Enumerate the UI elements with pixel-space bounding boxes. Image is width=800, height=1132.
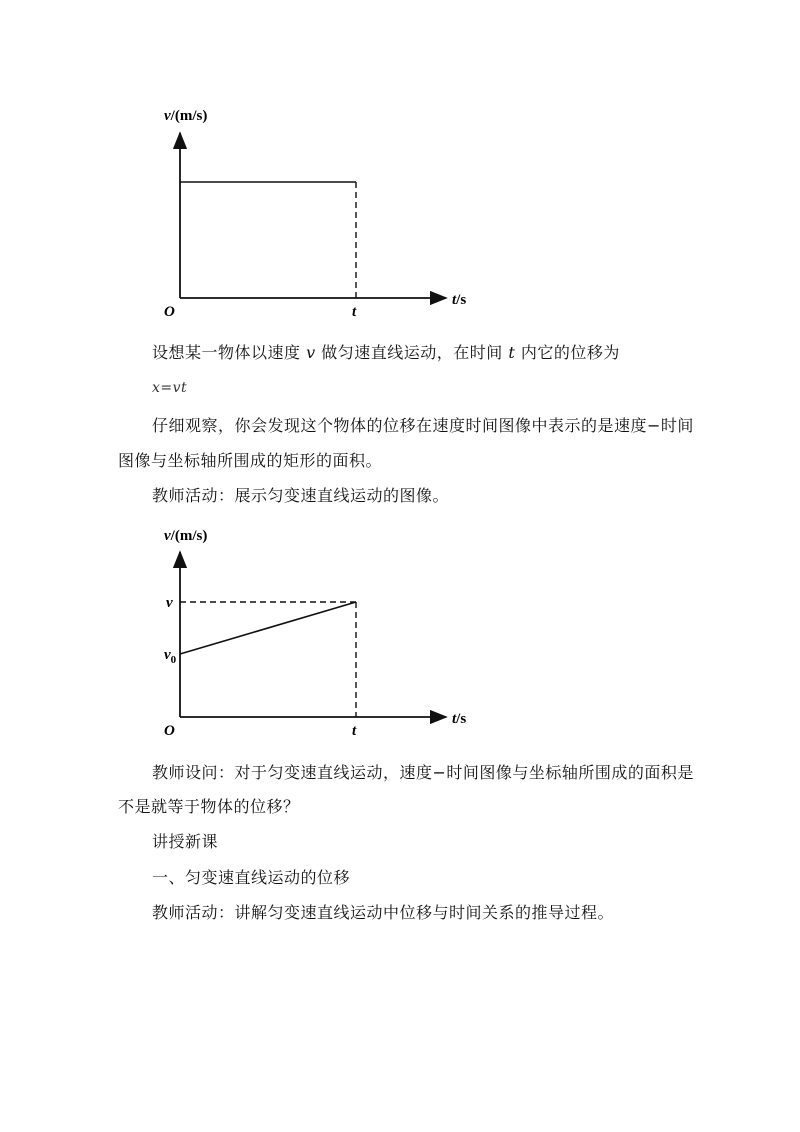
p1-var-t: t [508,343,516,362]
p1-var-v: v [306,343,316,362]
x-axis-label: t/s [452,711,467,727]
p1-text-b: 做匀速直线运动，在时间 [315,343,509,362]
paragraph-teacher-question-line1: 教师设问：对于匀变速直线运动，速度−时间图像与坐标轴所围成的面积是 [152,763,694,782]
y-axis-label: v/(m/s) [164,528,208,544]
paragraph-teacher-activity-explain: 教师活动：讲解匀变速直线运动中位移与时间关系的推导过程。 [152,903,615,922]
t-tick-label: t [352,723,357,739]
origin-label: O [164,723,175,739]
t-tick-label: t [352,304,357,320]
section-heading-new-lesson: 讲授新课 [152,832,219,851]
paragraph-observation-line2: 图像与坐标轴所围成的矩形的面积。 [118,451,383,470]
y-axis-label: v/(m/s) [164,108,208,124]
paragraph-teacher-activity-show: 教师活动：展示匀变速直线运动的图像。 [152,486,450,505]
paragraph-observation-line1: 仔细观察，你会发现这个物体的位移在速度时间图像中表示的是速度−时间 [152,416,694,435]
paragraph-teacher-question-line2: 不是就等于物体的位移？ [118,797,300,816]
origin-label: O [164,304,175,320]
velocity-line [180,602,356,654]
subsection-heading-displacement: 一、匀变速直线运动的位移 [152,868,351,887]
v-tick-label: v [166,595,173,611]
v0-tick-label: $v_0$ [164,647,177,666]
formula-displacement: x=vt [152,380,188,396]
p1-text-c: 内它的位移为 [515,343,620,362]
x-axis-label: t/s [452,292,467,308]
p1-text-a: 设想某一物体以速度 [152,343,307,362]
